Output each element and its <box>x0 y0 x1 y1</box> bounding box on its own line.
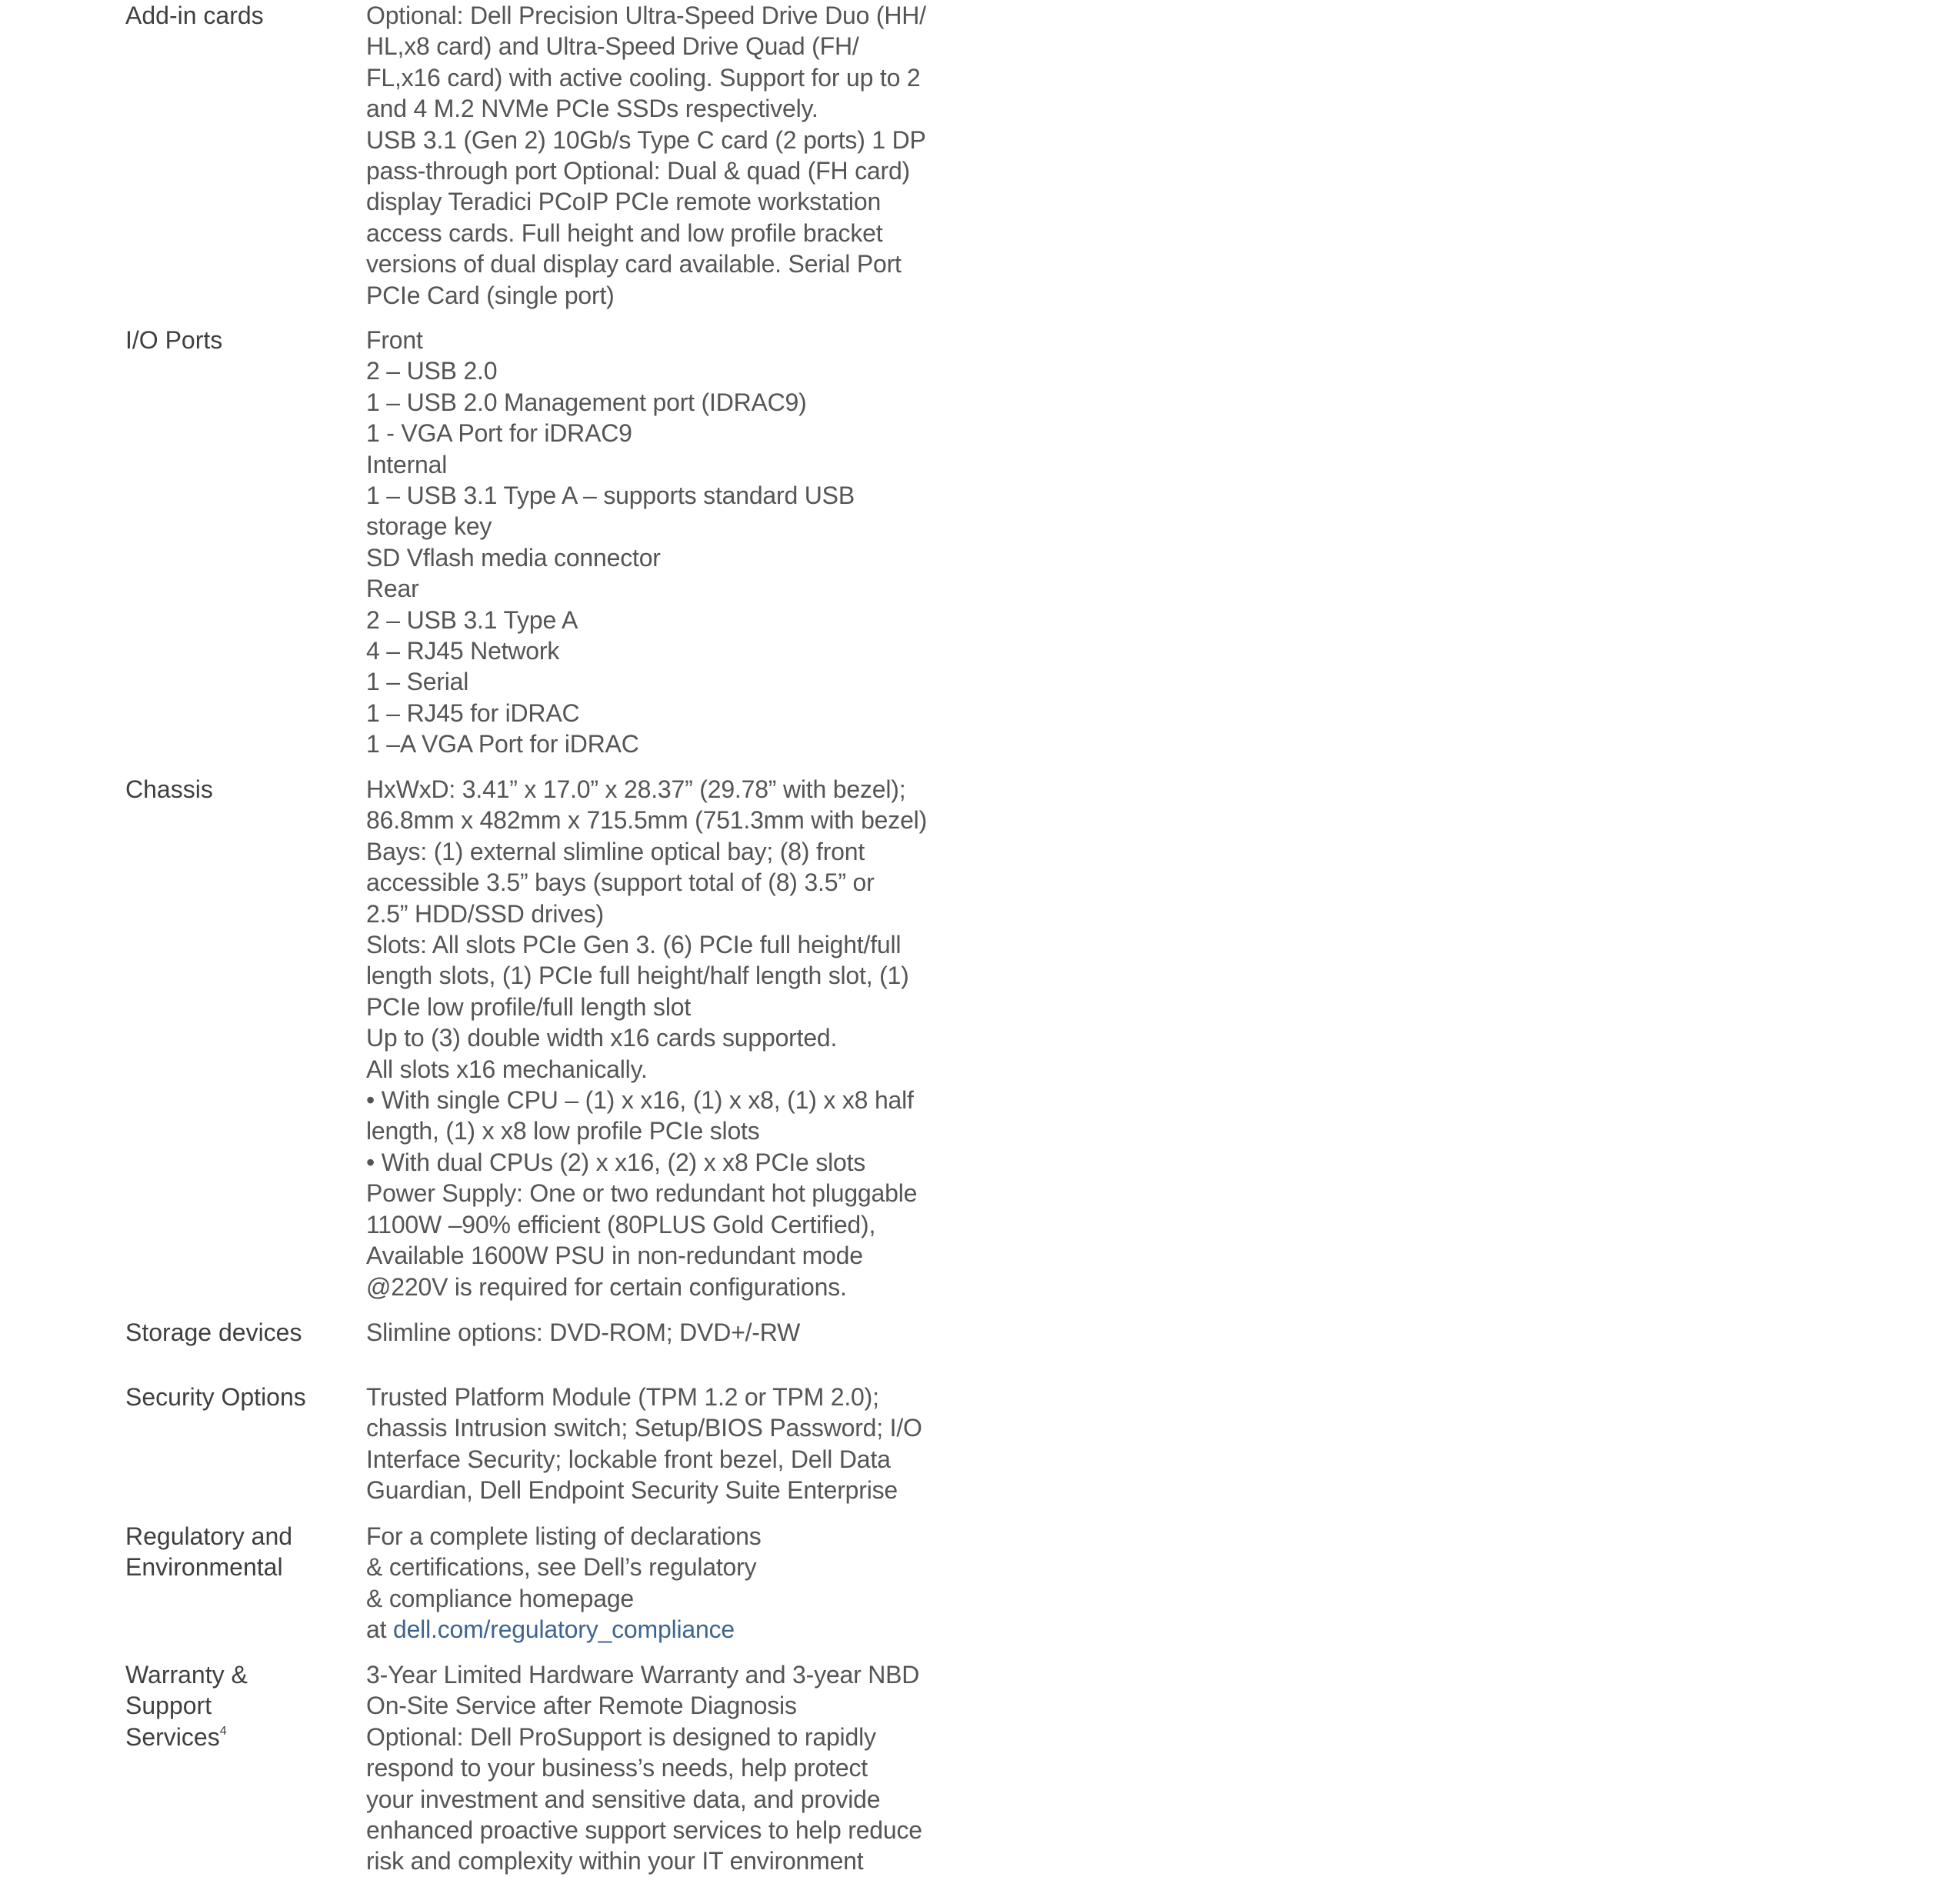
value-line: Front <box>366 326 423 354</box>
value-line: USB 3.1 (Gen 2) 10Gb/s Type C card (2 ports) 1 DP <box>366 125 926 154</box>
value-line: SD Vflash media connector <box>366 543 661 572</box>
value-line: & compliance homepage <box>366 1584 635 1612</box>
value-line: 3-Year Limited Hardware Warranty and 3-year NBD <box>366 1661 920 1689</box>
value-line: Slimline options: DVD-ROM; DVD+/-RW <box>366 1319 801 1346</box>
spec-label: I/O Ports <box>125 326 223 354</box>
value-line: Optional: Dell Precision Ultra-Speed Drive Duo (HH/ <box>366 2 926 29</box>
value-line: 1 – Serial <box>366 668 469 696</box>
value-line: 2.5” HDD/SSD drives) <box>366 899 604 928</box>
value-line: Power Supply: One or two redundant hot pluggable <box>366 1179 918 1208</box>
value-line: 4 – RJ45 Network <box>366 637 560 665</box>
spec-row-regulatory <box>125 1521 941 1645</box>
value-line: All slots x16 mechanically. <box>366 1055 648 1083</box>
value-line: Bays: (1) external slimline optical bay; (8) front <box>366 837 865 865</box>
value-line: length, (1) x x8 low profile PCIe slots <box>366 1117 760 1145</box>
spec-row-chassis <box>125 774 941 1302</box>
value-line: Trusted Platform Module (TPM 1.2 or TPM 2.0); <box>366 1383 879 1411</box>
spec-value <box>366 1317 941 1348</box>
value-line: 1100W –90% efficient (80PLUS Gold Certified), <box>366 1210 876 1239</box>
footnote-marker: 4 <box>219 1724 227 1738</box>
spec-row-security-options <box>125 1382 941 1506</box>
value-line: PCIe Card (single port) <box>366 281 615 309</box>
value-line: @220V is required for certain configurations. <box>366 1272 847 1301</box>
spec-value <box>366 325 941 760</box>
spec-row-io-ports <box>125 325 941 760</box>
link-prefix: at <box>366 1615 393 1644</box>
spec-label: Regulatory and Environmental <box>125 1522 293 1582</box>
spec-row-add-in-cards <box>125 0 941 311</box>
value-line: Optional: Dell ProSupport is designed to rapidly <box>366 1722 876 1751</box>
value-line: access cards. Full height and low profile bracket <box>366 218 883 247</box>
spec-value <box>366 1659 941 1877</box>
value-line: 1 – RJ45 for iDRAC <box>366 698 580 727</box>
value-line <box>366 1614 941 1645</box>
value-line: 2 – USB 2.0 <box>366 357 498 385</box>
spec-row-warranty <box>125 1659 941 1877</box>
value-line: Internal <box>366 450 448 478</box>
value-line: FL,x16 card) with active cooling. Support for up to 2 <box>366 63 921 92</box>
value-line: enhanced proactive support services to help reduce <box>366 1816 922 1845</box>
value-line: • With dual CPUs (2) x x16, (2) x x8 PCIe slots <box>366 1148 866 1176</box>
value-line: HL,x8 card) and Ultra-Speed Drive Quad (FH/ <box>366 32 859 61</box>
value-line: respond to your business’s needs, help protect <box>366 1754 868 1782</box>
value-line: 1 – USB 3.1 Type A – supports standard USB <box>366 482 855 510</box>
regulatory-compliance-link[interactable]: dell.com/regulatory_compliance <box>392 1615 735 1644</box>
value-line: On-Site Service after Remote Diagnosis <box>366 1692 797 1720</box>
value-line: & certifications, see Dell’s regulatory <box>366 1553 757 1582</box>
value-line: Interface Security; lockable front bezel, Dell Data <box>366 1445 891 1473</box>
spec-label: Warranty & Support Services$^4$ <box>125 1661 248 1751</box>
spec-value <box>366 0 941 311</box>
value-line: Up to (3) double width x16 cards supported. <box>366 1024 838 1052</box>
value-line: 1 – USB 2.0 Management port (IDRAC9) <box>366 388 807 416</box>
spec-label: Storage devices <box>125 1319 302 1346</box>
value-line: Rear <box>366 575 419 603</box>
value-line: and 4 M.2 NVMe PCIe SSDs respectively. <box>366 95 818 123</box>
value-line: • With single CPU – (1) x x16, (1) x x8, (1) x x8 half <box>366 1086 914 1115</box>
value-line: pass-through port Optional: Dual & quad (FH card) <box>366 157 910 185</box>
value-line: Available 1600W PSU in non-redundant mode <box>366 1242 863 1270</box>
spec-label: Security Options <box>125 1383 306 1411</box>
value-line: 1 –A VGA Port for iDRAC <box>366 730 639 758</box>
value-line: PCIe low profile/full length slot <box>366 992 692 1021</box>
value-line: chassis Intrusion switch; Setup/BIOS Password; I/O <box>366 1414 922 1442</box>
value-line: display Teradici PCoIP PCIe remote workstation <box>366 188 882 216</box>
value-line: 86.8mm x 482mm x 715.5mm (751.3mm with bezel) <box>366 806 928 835</box>
spec-row-storage-devices <box>125 1317 941 1348</box>
value-line: versions of dual display card available. Serial Port <box>366 250 902 278</box>
value-line: your investment and sensitive data, and provide <box>366 1785 881 1813</box>
spec-label: Chassis <box>125 775 213 803</box>
value-line: length slots, (1) PCIe full height/half length slot, (1) <box>366 962 909 990</box>
value-line: 1 - VGA Port for iDRAC9 <box>366 419 632 448</box>
spec-label: Add-in cards <box>125 2 264 29</box>
spec-value <box>366 774 941 1302</box>
value-line: accessible 3.5” bays (support total of (8) 3.5” or <box>366 868 875 897</box>
spec-value <box>366 1521 941 1645</box>
value-line: HxWxD: 3.41” x 17.0” x 28.37” (29.78” with bezel); <box>366 775 906 803</box>
value-line: Slots: All slots PCIe Gen 3. (6) PCIe full height/full <box>366 931 902 959</box>
value-line: risk and complexity within your IT environment <box>366 1847 864 1875</box>
value-line: Guardian, Dell Endpoint Security Suite Enterprise <box>366 1476 898 1505</box>
spec-value <box>366 1382 941 1506</box>
value-line: 2 – USB 3.1 Type A <box>366 605 578 634</box>
value-line: storage key <box>366 512 492 541</box>
value-line: For a complete listing of declarations <box>366 1522 762 1550</box>
